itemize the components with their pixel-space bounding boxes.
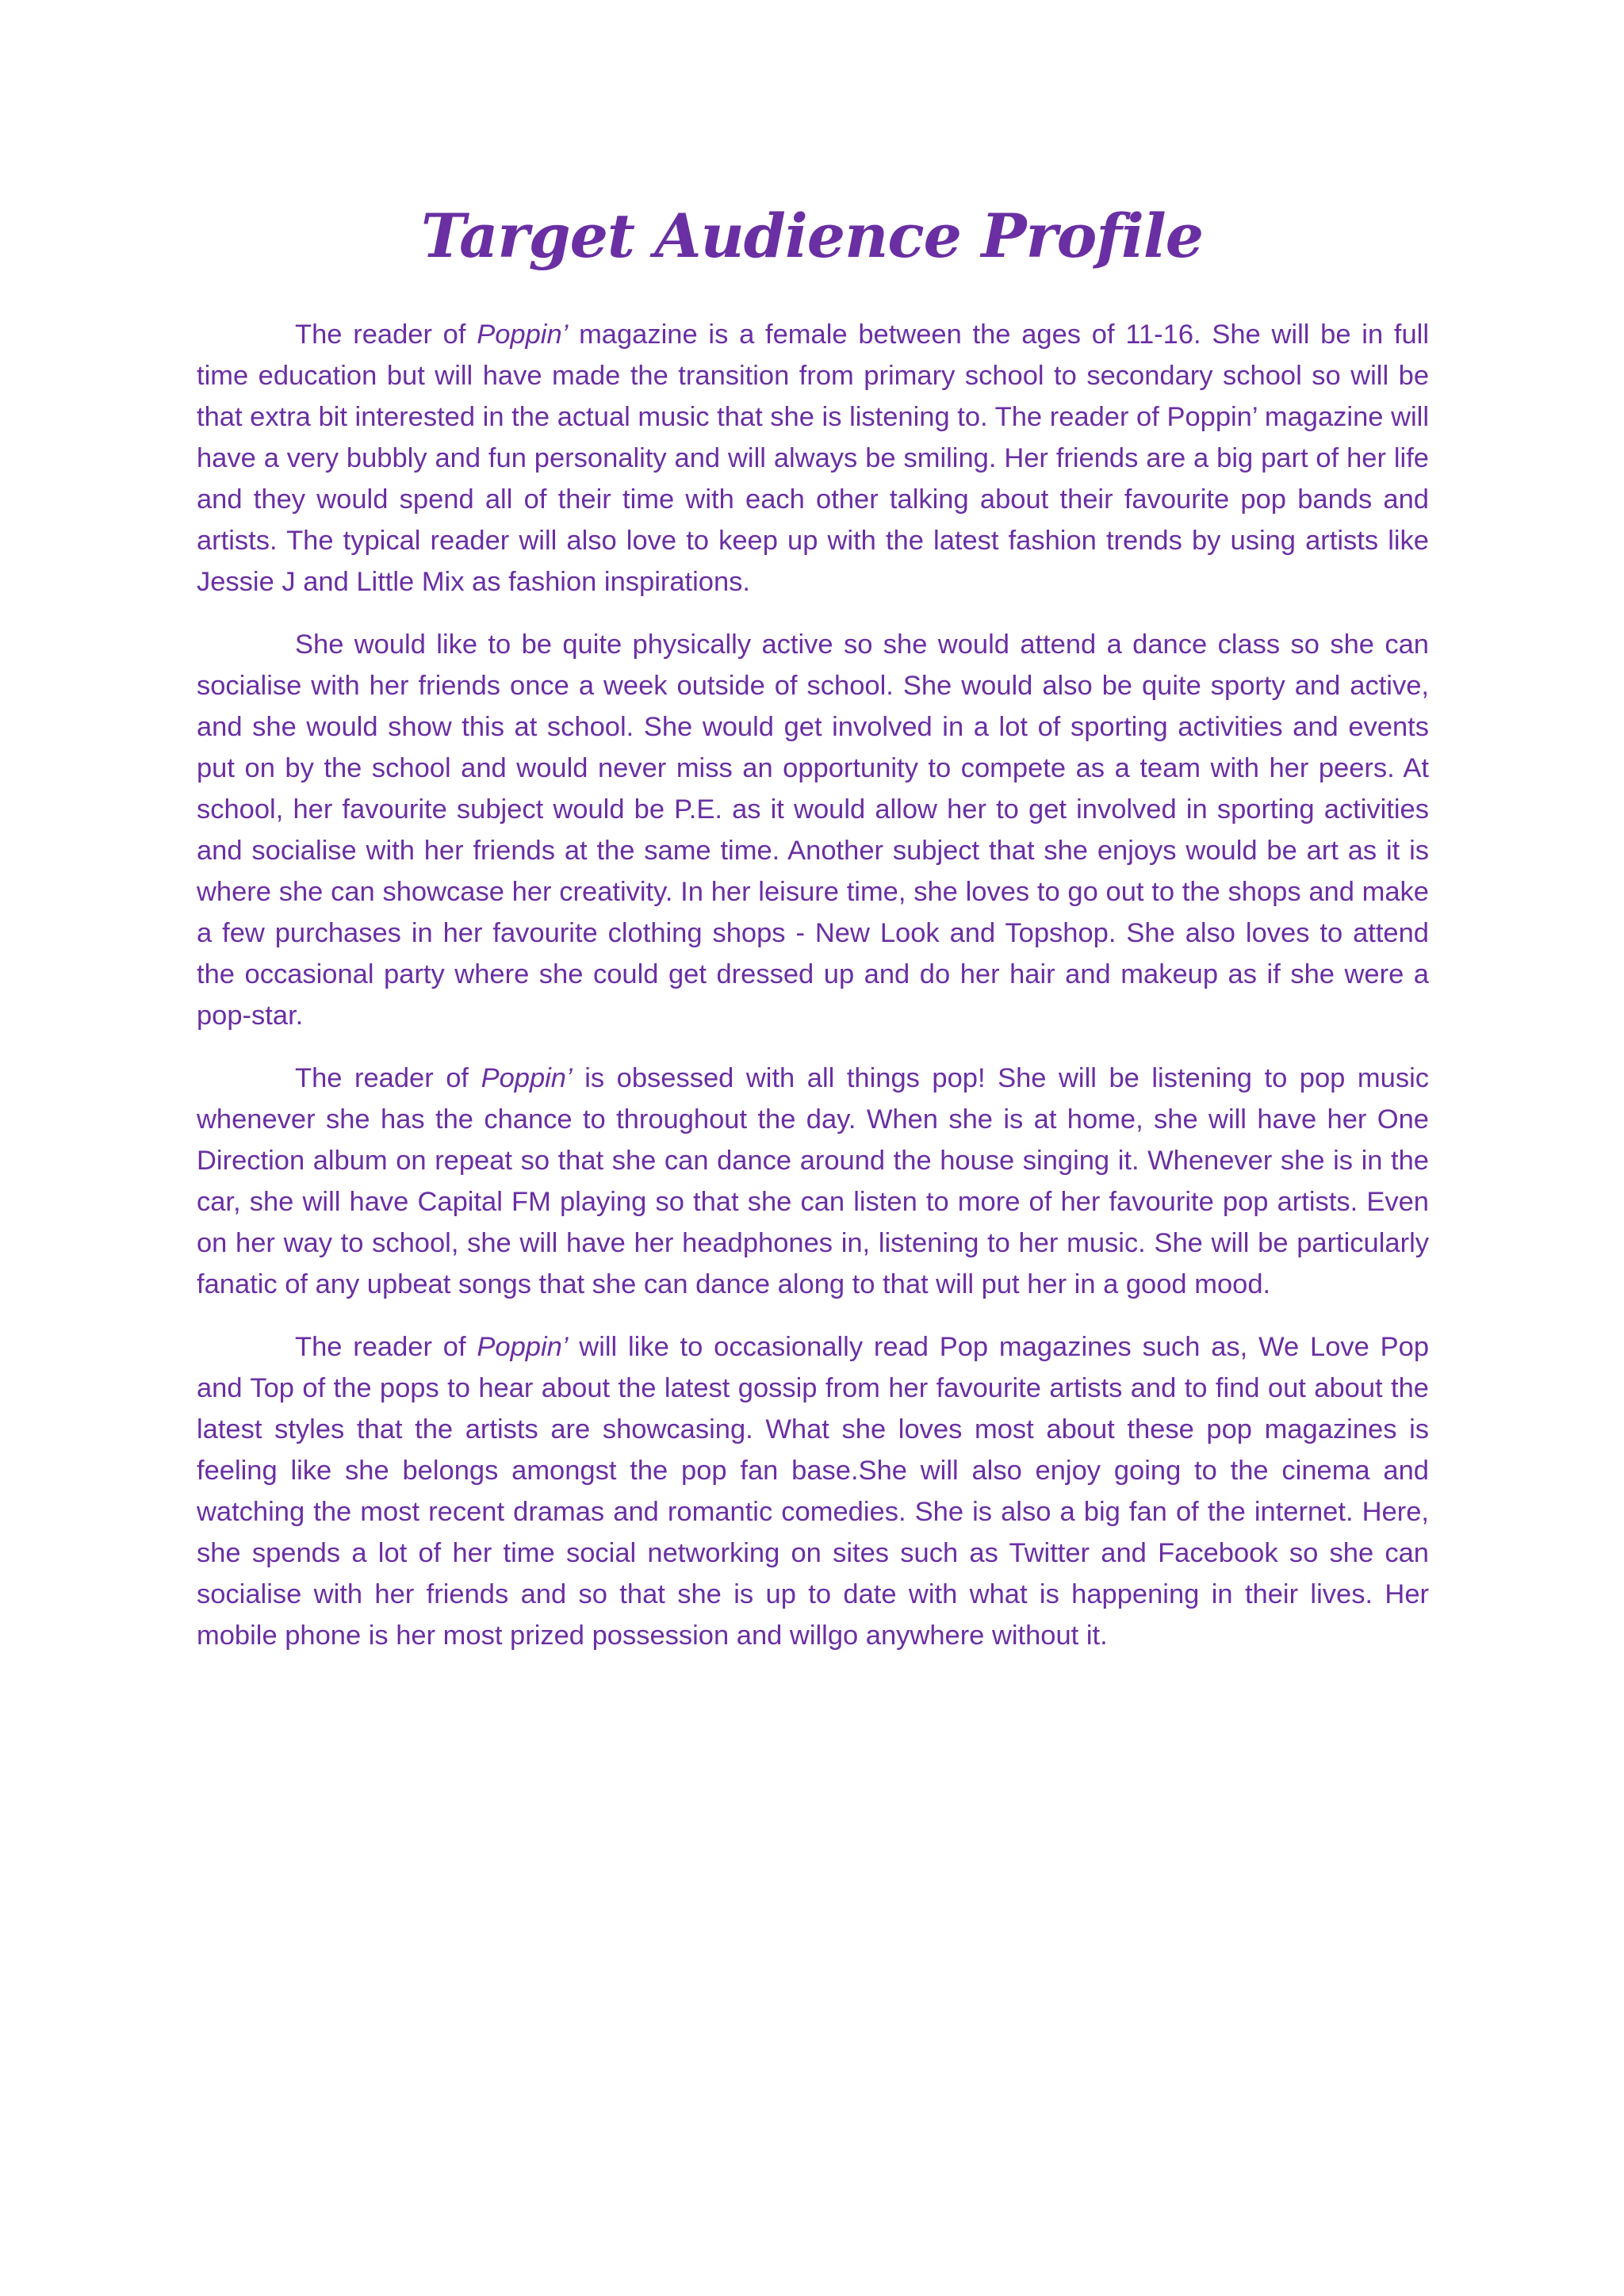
paragraph-intro: The reader of bbox=[295, 1063, 481, 1093]
paragraph-reader-profile bbox=[197, 314, 1429, 603]
magazine-name: Poppin’ bbox=[477, 1332, 569, 1362]
paragraph-intro: The reader of bbox=[295, 320, 477, 350]
magazine-name: Poppin’ bbox=[481, 1063, 573, 1093]
paragraph-music bbox=[197, 1058, 1429, 1305]
paragraph-text: is obsessed with all things pop! She will be listening to pop music whenever she has the chance to throughout the day. When she is at home, she will have her One Direction album on repeat so that she can dance around the house singing it. Whenever she is in the car, she will have Capital FM playing so that she can listen to more of her favourite pop artists. Even on her way to school, she will have her headphones in, listening to her music. She will be particularly fanatic of any upbeat songs that she can dance along to that will put her in a good mood. bbox=[197, 1063, 1429, 1299]
paragraph-intro: The reader of bbox=[295, 1332, 477, 1362]
page-title: Target Audience Profile bbox=[420, 201, 1204, 271]
paragraph-media bbox=[197, 1326, 1429, 1656]
paragraph-text: magazine is a female between the ages of 11-16. She will be in full time education but will have made the transition from primary school to secondary school so will be that extra bit interested in the actual music that she is listening to. The reader of Poppin’ magazine will have a very bubbly and fun personality and will always be smiling. Her friends are a big part of her life and they would spend all of their time with each other talking about their favourite pop bands and artists. The typical reader will also love to keep up with the latest fashion trends by using artists like Jessie J and Little Mix as fashion inspirations. bbox=[197, 320, 1429, 597]
paragraph-activities: She would like to be quite physically active so she would attend a dance class so she can socialise with her friends once a week outside of school. She would also be quite sporty and active, and she would show this at school. She would get involved in a lot of sporting activities and events put on by the school and would never miss an opportunity to compete as a team with her peers. At school, her favourite subject would be P.E. as it would allow her to get involved in sporting activities and socialise with her friends at the same time. Another subject that she enjoys would be art as it is where she can showcase her creativity. In her leisure time, she loves to go out to the shops and make a few purchases in her favourite clothing shops - New Look and Topshop. She also loves to attend the occasional party where she could get dressed up and do her hair and makeup as if she were a pop-star. bbox=[197, 629, 1429, 1031]
magazine-name: Poppin’ bbox=[477, 320, 569, 350]
document-body bbox=[197, 314, 1429, 1656]
paragraph-text: will like to occasionally read Pop magazines such as, We Love Pop and Top of the pops to hear about the latest gossip from her favourite artists and to find out about the latest styles that the artists are showcasing. What she loves most about these pop magazines is feeling like she belongs amongst the pop fan base.She will also enjoy going to the cinema and watching the most recent dramas and romantic comedies. She is also a big fan of the internet. Here, she spends a lot of her time social networking on sites such as Twitter and Facebook so she can socialise with her friends and so that she is up to date with what is happening in their lives. Her mobile phone is her most prized possession and willgo anywhere without it. bbox=[197, 1332, 1430, 1651]
